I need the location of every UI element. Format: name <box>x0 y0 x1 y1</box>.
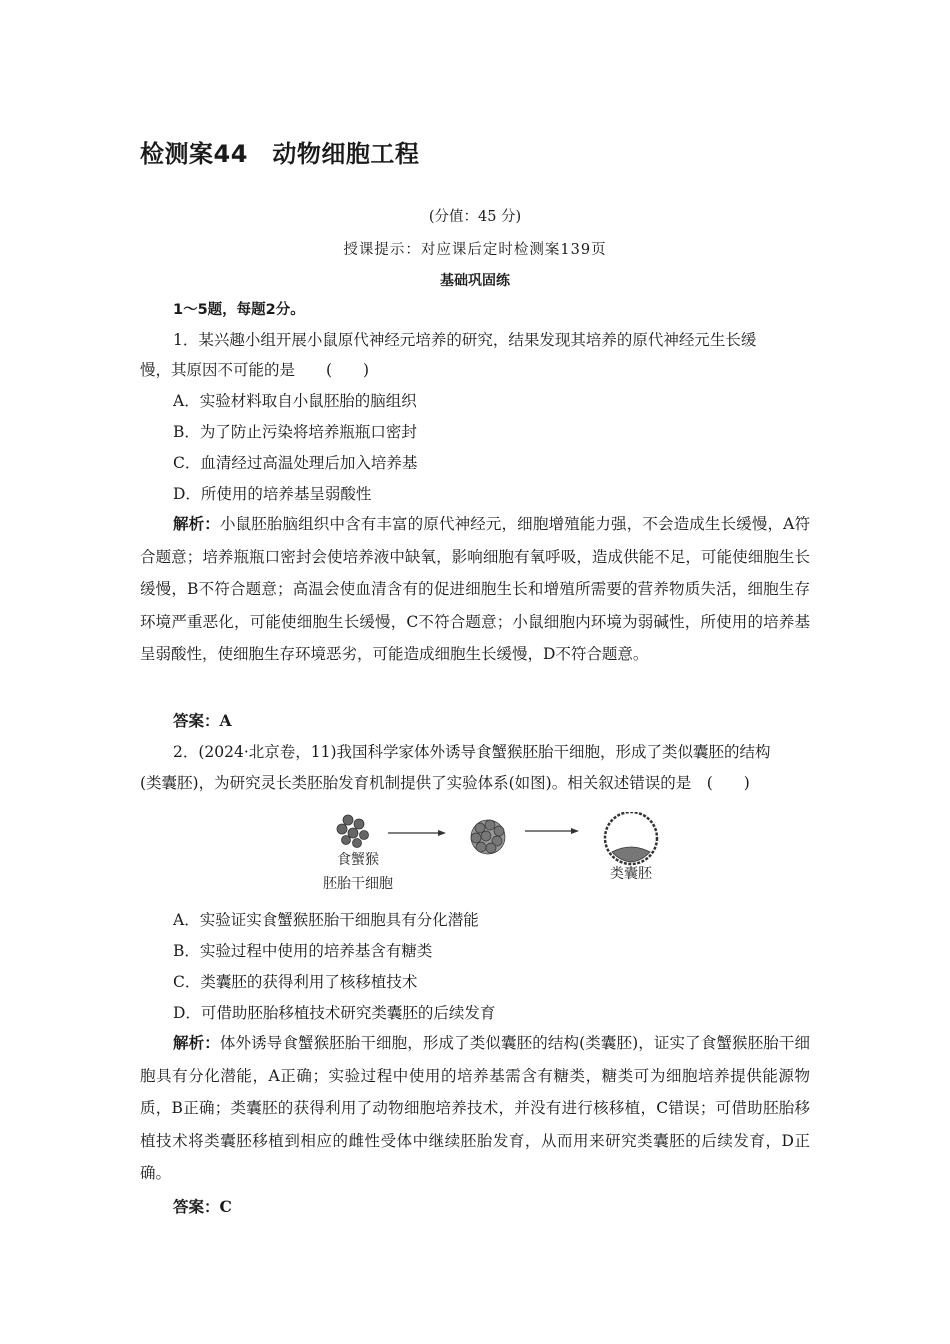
q1-option-a: A．实验材料取自小鼠胚胎的脑组织 <box>173 392 417 410</box>
arrow-right-icon <box>525 828 579 834</box>
blastoid-diagram <box>320 812 680 897</box>
q2-stem-line2: (类囊胚)，为研究灵长类胚胎发育机制提供了实验体系(如图)。相关叙述错误的是 ( ) <box>140 774 750 792</box>
q2-option-b: B．实验过程中使用的培养基含有糖类 <box>173 942 433 960</box>
blastoid-icon <box>605 812 657 864</box>
q2-analysis <box>140 1027 810 1190</box>
q2-analysis-label: 解析： <box>173 1033 220 1052</box>
q1-option-b: B．为了防止污染将培养瓶瓶口密封 <box>173 423 417 441</box>
q2-stem-line1: 2．(2024·北京卷，11)我国科学家体外诱导食蟹猴胚胎干细胞，形成了类似囊胚的结构 <box>173 743 771 761</box>
q1-analysis-label: 解析： <box>173 514 220 533</box>
figure-label-stem-1: 食蟹猴 <box>337 851 379 867</box>
q2-option-c: C．类囊胚的获得利用了核移植技术 <box>173 973 418 991</box>
q1-answer: 答案：A <box>173 711 232 730</box>
q1-analysis-text: 小鼠胚胎脑组织中含有丰富的原代神经元，细胞增殖能力强，不会造成生长缓慢，A符合题意；培养瓶瓶口密封会使培养液中缺氧，影响细胞有氧呼吸，造成供能不足，可能使细胞生长缓慢，B不符合题意；高温会使血清含有的促进细胞生长和增殖所需要的营养物质失活，细胞生存环境严重恶化，可能使细胞生长缓慢，C不符合题意；小鼠细胞内环境为弱碱性，所使用的培养基呈弱酸性，使细胞生存环境恶劣，可能造成细胞生长缓慢，D不符合题意。 <box>140 515 810 663</box>
figure-label-blastoid: 类囊胚 <box>610 865 652 881</box>
stem-cell-cluster-icon <box>337 815 369 848</box>
arrow-right-icon <box>388 830 446 836</box>
figure-label-stem-2: 胚胎干细胞 <box>323 875 393 891</box>
score-note: (分值：45 分) <box>428 209 522 225</box>
q1-option-d: D．所使用的培养基呈弱酸性 <box>173 485 372 503</box>
page-title: 检测案44 动物细胞工程 <box>140 140 420 168</box>
q2-option-a: A．实验证实食蟹猴胚胎干细胞具有分化潜能 <box>173 911 479 929</box>
section-heading: 基础巩固练 <box>440 273 510 289</box>
lesson-hint: 授课提示：对应课后定时检测案139页 <box>343 242 607 258</box>
q2-answer: 答案：C <box>173 1197 232 1216</box>
blastoid-figure <box>320 812 680 897</box>
q1-stem-line1: 1．某兴趣小组开展小鼠原代神经元培养的研究，结果发现其培养的原代神经元生长缓 <box>173 331 757 349</box>
q1-option-c: C．血清经过高温处理后加入培养基 <box>173 454 418 472</box>
cell-aggregate-icon <box>471 820 505 854</box>
q1-stem-line2: 慢，其原因不可能的是 ( ) <box>140 361 370 379</box>
score-instruction: 1～5题，每题2分。 <box>173 302 305 318</box>
q2-option-d: D．可借助胚胎移植技术研究类囊胚的后续发育 <box>173 1004 496 1022</box>
q1-analysis <box>140 508 810 671</box>
q2-analysis-text: 体外诱导食蟹猴胚胎干细胞，形成了类似囊胚的结构(类囊胚)，证实了食蟹猴胚胎干细胞具有分化潜能，A正确；实验过程中使用的培养基需含有糖类，糖类可为细胞培养提供能源物质，B正确；类囊胚的获得利用了动物细胞培养技术，并没有进行核移植，C错误；可借助胚胎移植技术将类囊胚移植到相应的雌性受体中继续胚胎发育，从而用来研究类囊胚的后续发育，D正确。 <box>140 1034 810 1182</box>
